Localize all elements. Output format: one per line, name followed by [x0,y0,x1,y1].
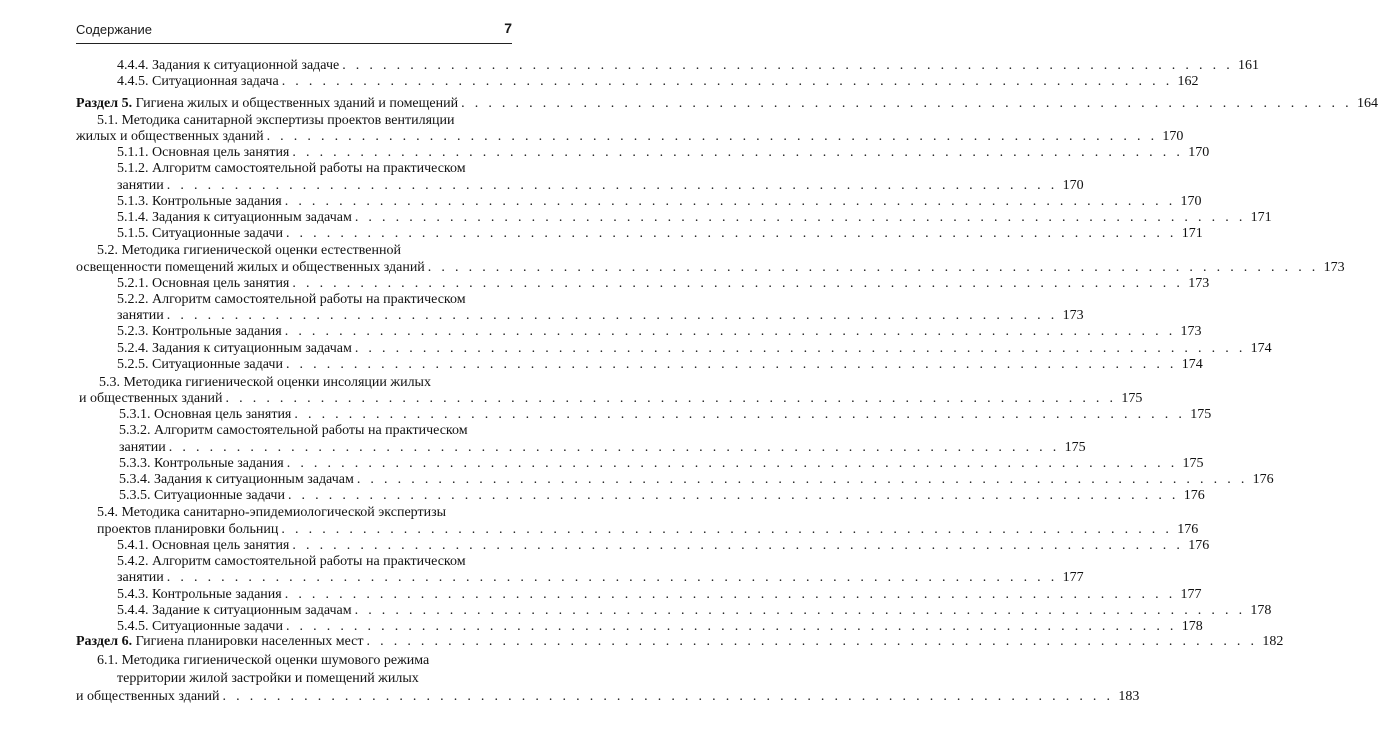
toc-entry-page: 171 [1250,210,1272,225]
dot-leader: . . . . . . . . . . . . . . . . . . . . . . . . . . . . . . . . . . . . . . . . . . . . . . . . . . . . . . . . . . . . . . . . . . [166,308,1058,323]
toc-entry[interactable] [117,537,1210,554]
toc-entry-page: 177 [1180,587,1202,602]
dot-leader: . . . . . . . . . . . . . . . . . . . . . . . . . . . . . . . . . . . . . . . . . . . . . . . . . . . . . . . . . . . . . . . . . . [427,260,1319,275]
toc-entry-page: 182 [1262,634,1284,649]
toc-entry[interactable] [117,569,1084,586]
toc-entry-title: 5.2.1. Основная цель занятия [117,276,290,291]
toc-entry-line[interactable] [119,422,518,439]
toc-entry-page: 176 [1177,522,1199,537]
toc-entry-title: занятии [117,308,164,323]
dot-leader: . . . . . . . . . . . . . . . . . . . . . . . . . . . . . . . . . . . . . . . . . . . . . . . . . . . . . . . . . . . . . . . . . . [166,178,1058,193]
toc-entry-page: 176 [1252,472,1274,487]
dot-leader: . . . . . . . . . . . . . . . . . . . . . . . . . . . . . . . . . . . . . . . . . . . . . . . . . . . . . . . . . . . . . . . . . . [285,357,1177,372]
toc-entry-page: 176 [1188,538,1210,553]
toc-entry-title: 5.1.2. Алгоритм самостоятельной работы на практическом [117,161,466,176]
toc-entry[interactable] [117,586,1202,603]
toc-entry-title: 5.4.3. Контрольные задания [117,587,282,602]
toc-entry-page: 162 [1177,74,1199,89]
running-header [76,20,512,40]
dot-leader: . . . . . . . . . . . . . . . . . . . . . . . . . . . . . . . . . . . . . . . . . . . . . . . . . . . . . . . . . . . . . . . . . . [461,96,1352,111]
toc-entry-line[interactable] [117,160,518,177]
toc-entry-page: 178 [1181,619,1203,634]
dot-leader: . . . . . . . . . . . . . . . . . . . . . . . . . . . . . . . . . . . . . . . . . . . . . . . . . . . . . . . . . . . . . . . . . . [168,440,1060,455]
dot-leader: . . . . . . . . . . . . . . . . . . . . . . . . . . . . . . . . . . . . . . . . . . . . . . . . . . . . . . . . . . . . . . . . . . [286,456,1178,471]
toc-entry-title: территории жилой застройки и помещений жилых [117,671,419,686]
dot-leader: . . . . . . . . . . . . . . . . . . . . . . . . . . . . . . . . . . . . . . . . . . . . . . . . . . . . . . . . . . . . . . . . . . [342,58,1234,73]
dot-leader: . . . . . . . . . . . . . . . . . . . . . . . . . . . . . . . . . . . . . . . . . . . . . . . . . . . . . . . . . . . . . . . . . . [284,194,1176,209]
toc-entry-page: 175 [1182,456,1204,471]
toc-entry-title: 5.1. Методика санитарной экспертизы проектов вентиляции [97,113,455,128]
toc-entry[interactable] [79,390,1143,407]
dot-leader: . . . . . . . . . . . . . . . . . . . . . . . . . . . . . . . . . . . . . . . . . . . . . . . . . . . . . . . . . . . . . . . . . . [225,391,1117,406]
toc-entry-title: 4.4.5. Ситуационная задача [117,74,279,89]
toc-entry-page: 174 [1181,357,1203,372]
toc-entry[interactable] [97,521,1199,538]
toc-entry-page: 171 [1181,226,1203,241]
toc-entry[interactable] [119,439,1086,456]
toc-entry-line[interactable] [117,670,518,687]
dot-leader: . . . . . . . . . . . . . . . . . . . . . . . . . . . . . . . . . . . . . . . . . . . . . . . . . . . . . . . . . . . . . . . . . . [292,145,1184,160]
toc-entry-page: 173 [1323,260,1345,275]
dot-leader: . . . . . . . . . . . . . . . . . . . . . . . . . . . . . . . . . . . . . . . . . . . . . . . . . . . . . . . . . . . . . . . . . . [287,488,1179,503]
toc-entry-title: 5.4.4. Задание к ситуационным задачам [117,603,352,618]
toc-entry-title: 5.3.2. Алгоритм самостоятельной работы на практическом [119,423,468,438]
toc-entry-title: 5.2.5. Ситуационные задачи [117,357,283,372]
toc-entry-page: 161 [1238,58,1260,73]
dot-leader: . . . . . . . . . . . . . . . . . . . . . . . . . . . . . . . . . . . . . . . . . . . . . . . . . . . . . . . . . . . . . . . . . . [166,570,1058,585]
toc-entry-title: 4.4.4. Задания к ситуационной задаче [117,58,340,73]
toc-entry-title: 5.4. Методика санитарно-эпидемиологической экспертизы [97,505,447,520]
toc-entry-page: 178 [1250,603,1272,618]
toc-entry-title: 6.1. Методика гигиенической оценки шумового режима [97,653,430,668]
dot-leader: . . . . . . . . . . . . . . . . . . . . . . . . . . . . . . . . . . . . . . . . . . . . . . . . . . . . . . . . . . . . . . . . . . [294,407,1186,422]
toc-entry-title: 5.4.2. Алгоритм самостоятельной работы на практическом [117,554,466,569]
toc-entry[interactable] [76,128,1184,145]
toc-entry-title: 5.3.5. Ситуационные задачи [119,488,285,503]
toc-entry-line[interactable] [97,242,518,259]
toc-entry-page: 170 [1162,129,1184,144]
toc-entry-title: 5.1.3. Контрольные задания [117,194,282,209]
toc-entry-page: 170 [1188,145,1210,160]
toc-entry[interactable] [117,275,1210,292]
toc-entry[interactable] [117,340,1272,357]
toc-entry-title: 5.2.4. Задания к ситуационным задачам [117,341,352,356]
toc-entry-line[interactable] [117,553,518,570]
toc-entry-line[interactable] [117,291,518,308]
toc-entry[interactable] [119,406,1212,423]
toc-entry-page: 170 [1180,194,1202,209]
page-number: 7 [504,20,512,36]
toc-entry[interactable] [117,323,1202,340]
toc-entry-title: 5.1.1. Основная цель занятия [117,145,290,160]
toc-entry-title: и общественных зданий [76,689,220,704]
dot-leader: . . . . . . . . . . . . . . . . . . . . . . . . . . . . . . . . . . . . . . . . . . . . . . . . . . . . . . . . . . . . . . . . . . [222,689,1114,704]
toc-section-heading[interactable] [76,95,1378,112]
toc-entry-title: Гигиена жилых и общественных зданий и помещений [135,96,459,111]
toc-entry-title: проектов планировки больниц [97,522,279,537]
dot-leader: . . . . . . . . . . . . . . . . . . . . . . . . . . . . . . . . . . . . . . . . . . . . . . . . . . . . . . . . . . . . . . . . . . [285,619,1177,634]
toc-entry-title: 5.2. Методика гигиенической оценки естественной [97,243,401,258]
toc-entry-page: 164 [1356,96,1378,111]
toc-entry-title: 5.3.1. Основная цель занятия [119,407,292,422]
toc-entry-title: жилых и общественных зданий [76,129,264,144]
header-rule [76,43,512,44]
toc-entry-title: 5.3.4. Задания к ситуационным задачам [119,472,354,487]
dot-leader: . . . . . . . . . . . . . . . . . . . . . . . . . . . . . . . . . . . . . . . . . . . . . . . . . . . . . . . . . . . . . . . . . . [284,587,1176,602]
toc-entry-title: и общественных зданий [79,391,223,406]
toc-entry-title: освещенности помещений жилых и общественных зданий [76,260,425,275]
toc-entry-title: занятии [117,178,164,193]
dot-leader: . . . . . . . . . . . . . . . . . . . . . . . . . . . . . . . . . . . . . . . . . . . . . . . . . . . . . . . . . . . . . . . . . . [284,324,1176,339]
toc-entry-title: 5.2.3. Контрольные задания [117,324,282,339]
toc-entry[interactable] [117,225,1203,242]
toc-entry[interactable] [76,259,1345,276]
dot-leader: . . . . . . . . . . . . . . . . . . . . . . . . . . . . . . . . . . . . . . . . . . . . . . . . . . . . . . . . . . . . . . . . . . [354,210,1246,225]
dot-leader: . . . . . . . . . . . . . . . . . . . . . . . . . . . . . . . . . . . . . . . . . . . . . . . . . . . . . . . . . . . . . . . . . . [354,603,1246,618]
dot-leader: . . . . . . . . . . . . . . . . . . . . . . . . . . . . . . . . . . . . . . . . . . . . . . . . . . . . . . . . . . . . . . . . . . [281,74,1173,89]
toc-entry-page: 170 [1062,178,1084,193]
toc-entry-title: 5.1.5. Ситуационные задачи [117,226,283,241]
toc-entry-line[interactable] [97,112,518,129]
toc-entry-page: 175 [1121,391,1143,406]
toc-entry[interactable] [117,356,1203,373]
toc-entry-page: 176 [1183,488,1205,503]
toc-entry-line[interactable] [99,374,518,391]
dot-leader: . . . . . . . . . . . . . . . . . . . . . . . . . . . . . . . . . . . . . . . . . . . . . . . . . . . . . . . . . . . . . . . . . . [266,129,1158,144]
toc-entry-page: 175 [1190,407,1212,422]
toc-entry[interactable] [119,471,1274,488]
toc-entry-title: Гигиена планировки населенных мест [135,634,364,649]
dot-leader: . . . . . . . . . . . . . . . . . . . . . . . . . . . . . . . . . . . . . . . . . . . . . . . . . . . . . . . . . . . . . . . . . . [366,634,1258,649]
toc-entry[interactable] [117,177,1084,194]
toc-section-heading[interactable] [76,633,1284,650]
running-header-title: Содержание [76,22,152,37]
toc-entry-page: 183 [1118,689,1140,704]
toc-entry[interactable] [117,209,1272,226]
toc-entry-line[interactable] [97,504,518,521]
toc-entry-title: занятии [119,440,166,455]
toc-entry[interactable] [117,73,1199,90]
dot-leader: . . . . . . . . . . . . . . . . . . . . . . . . . . . . . . . . . . . . . . . . . . . . . . . . . . . . . . . . . . . . . . . . . . [285,226,1177,241]
toc-entry-title: занятии [117,570,164,585]
toc-entry-page: 173 [1062,308,1084,323]
toc-entry[interactable] [119,455,1204,472]
dot-leader: . . . . . . . . . . . . . . . . . . . . . . . . . . . . . . . . . . . . . . . . . . . . . . . . . . . . . . . . . . . . . . . . . . [292,276,1184,291]
toc-entry-title: 5.2.2. Алгоритм самостоятельной работы на практическом [117,292,466,307]
dot-leader: . . . . . . . . . . . . . . . . . . . . . . . . . . . . . . . . . . . . . . . . . . . . . . . . . . . . . . . . . . . . . . . . . . [356,472,1248,487]
section-label: Раздел 5. [76,96,133,111]
dot-leader: . . . . . . . . . . . . . . . . . . . . . . . . . . . . . . . . . . . . . . . . . . . . . . . . . . . . . . . . . . . . . . . . . . [292,538,1184,553]
toc-entry-title: 5.4.1. Основная цель занятия [117,538,290,553]
toc-entry[interactable] [117,307,1084,324]
dot-leader: . . . . . . . . . . . . . . . . . . . . . . . . . . . . . . . . . . . . . . . . . . . . . . . . . . . . . . . . . . . . . . . . . . [354,341,1246,356]
toc-entry[interactable] [117,193,1202,210]
toc-entry[interactable] [117,602,1272,619]
toc-entry[interactable] [76,688,1140,705]
section-label: Раздел 6. [76,634,133,649]
toc-entry-title: 5.1.4. Задания к ситуационным задачам [117,210,352,225]
toc-entry-page: 173 [1180,324,1202,339]
toc-entry-title: 5.3. Методика гигиенической оценки инсоляции жилых [99,375,431,390]
toc-entry[interactable] [117,57,1260,74]
toc-entry-page: 177 [1062,570,1084,585]
toc-entry-title: 5.3.3. Контрольные задания [119,456,284,471]
toc-entry-page: 173 [1188,276,1210,291]
toc-entry-page: 175 [1064,440,1086,455]
toc-entry-title: 5.4.5. Ситуационные задачи [117,619,283,634]
toc-entry[interactable] [117,144,1210,161]
dot-leader: . . . . . . . . . . . . . . . . . . . . . . . . . . . . . . . . . . . . . . . . . . . . . . . . . . . . . . . . . . . . . . . . . . [281,522,1173,537]
toc-entry-page: 174 [1250,341,1272,356]
toc-entry-line[interactable] [97,652,518,669]
toc-entry[interactable] [119,487,1205,504]
